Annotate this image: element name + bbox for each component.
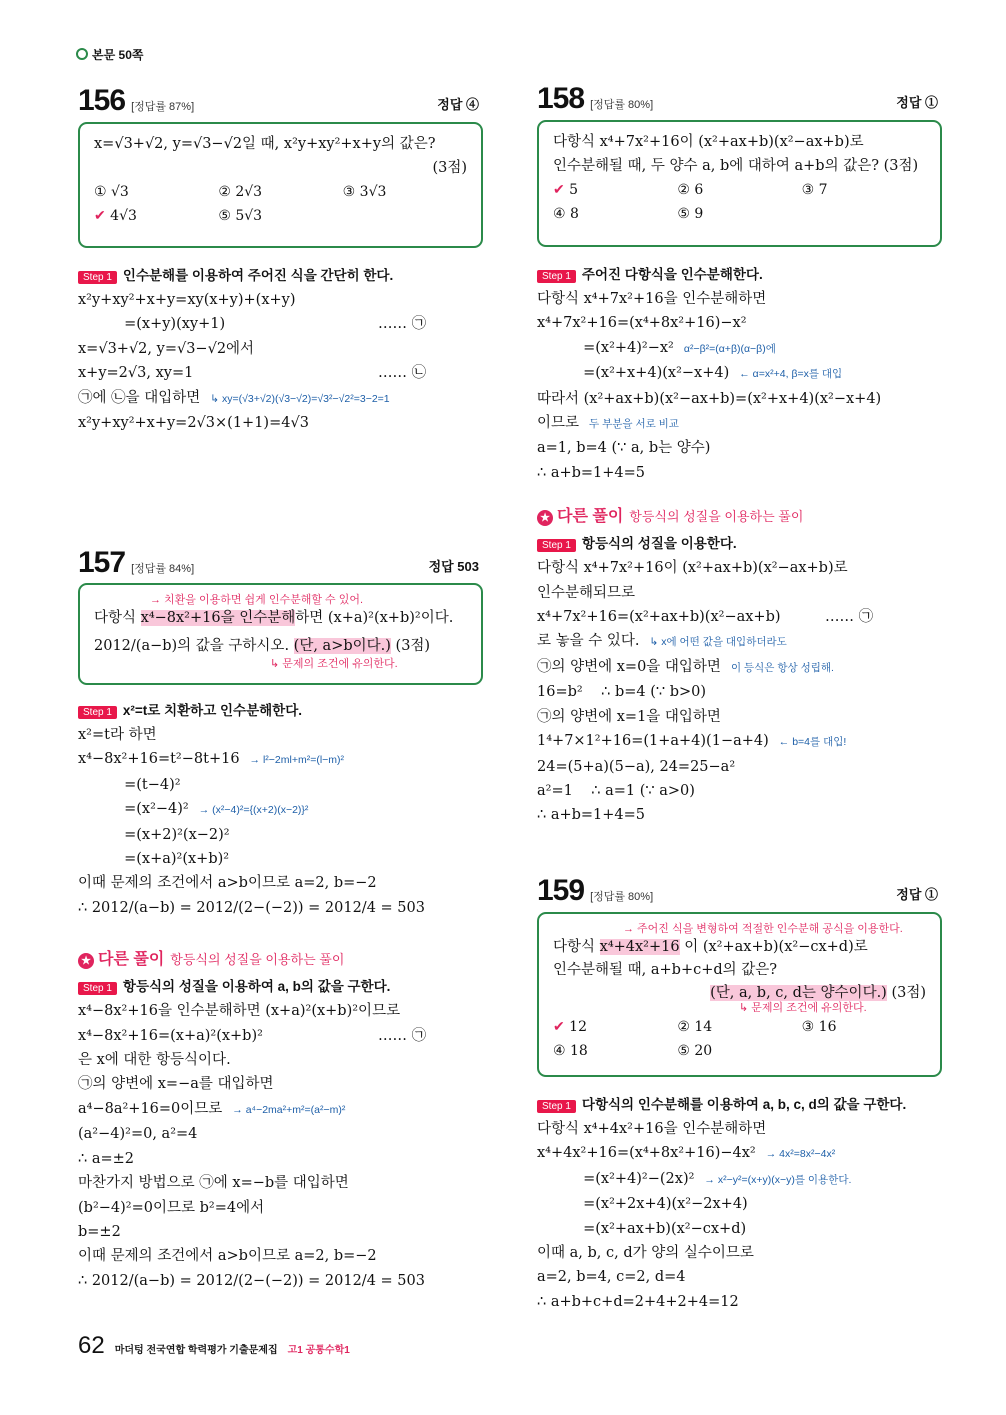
math-text: =(x²−4)²: [78, 801, 189, 818]
points: (3점): [390, 638, 431, 654]
solution-line: [537, 387, 942, 411]
solution-line: [537, 411, 942, 436]
solution-line: [78, 288, 483, 312]
solution-line: [78, 1024, 483, 1048]
math-text: ∴ a+b=1+4=5: [537, 464, 646, 481]
step-badge: Step 1: [78, 982, 117, 995]
step-heading: [78, 975, 483, 995]
math-text: 은 x에 대한 항등식이다.: [78, 1052, 231, 1069]
math-text: x⁴−8x²+16=(x+a)²(x+b)²: [78, 1027, 263, 1044]
solution-line: [78, 1244, 483, 1268]
solution-line: [537, 605, 942, 629]
solution-line: [78, 1269, 483, 1293]
annotation: → 주어진 식을 변형하여 적절한 인수분해 공식을 이용한다.: [623, 923, 903, 935]
solution-line: [537, 1192, 942, 1216]
solution-line: [78, 1147, 483, 1171]
check-mark-icon: ✔: [553, 1019, 565, 1035]
blue-annotation: 이 등식은 항상 성립해.: [730, 661, 834, 674]
solution-line: [78, 773, 483, 797]
blue-annotation: → (x²−4)²={(x+2)(x−2)}²: [198, 804, 309, 817]
blue-annotation: → 4x²=8x²−4x²: [765, 1148, 836, 1161]
choice-option[interactable]: ④ 8: [553, 206, 579, 222]
blue-annotation: α²−β²=(α+β)(α−β)에: [683, 342, 776, 355]
math-text: 24=(5+a)(5−a), 24=25−a²: [537, 758, 736, 775]
q-highlight: x⁴+4x²+16: [599, 939, 680, 955]
q-highlight: (단, a>b이다.): [293, 638, 391, 654]
question-text: x=√3+√2, y=√3−√2일 때, x²y+xy²+x+y의 값은?: [94, 136, 436, 152]
annotation: → 치환을 이용하면 쉽게 인수분해할 수 있어.: [150, 594, 364, 606]
solution-line: [537, 361, 942, 386]
choice-option[interactable]: ④ 18: [553, 1043, 588, 1059]
math-text: ∴ a=±2: [78, 1150, 135, 1167]
alt-title: 다른 풀이: [557, 508, 624, 526]
q-highlight: (단, a, b, c, d는 양수이다.): [710, 985, 887, 1001]
solution-line: [537, 655, 942, 680]
choice-option[interactable]: ⑤ 20: [677, 1043, 713, 1059]
math-text: 다항식 x⁴+7x²+16을 인수분해하면: [537, 291, 767, 307]
step-heading: [78, 699, 483, 719]
math-text: 이때 문제의 조건에서 a>b이므로 a=2, b=−2: [78, 875, 377, 892]
math-text: a=1, b=4 (∵ a, b는 양수): [537, 440, 711, 457]
math-text: b=±2: [78, 1223, 121, 1240]
q-highlight: x⁴−8x²+16을 인수분해: [140, 610, 296, 626]
solution-line: [537, 311, 942, 335]
q-text: 다항식: [94, 610, 141, 626]
step-heading: [78, 264, 483, 284]
points: (3점): [886, 985, 926, 1001]
solution-line: [537, 436, 942, 460]
math-text: =(x+y)(xy+1): [78, 316, 226, 333]
answer-label: 정답 ①: [896, 887, 938, 902]
math-text: x⁴−8x²+16=t²−8t+16: [78, 751, 240, 768]
math-text: ∴ a+b=1+4=5: [537, 807, 646, 824]
math-text: ㉠의 양변에 x=0을 대입하면: [537, 658, 721, 675]
solution-line: [537, 1217, 942, 1241]
alt-solution-title: [78, 946, 483, 969]
solution-line: [78, 1122, 483, 1146]
answer-label: 정답 503: [428, 559, 479, 574]
star-icon: ★: [78, 953, 94, 969]
choice-option[interactable]: ② 6: [677, 182, 704, 198]
math-text: x²y+xy²+x+y=xy(x+y)+(x+y): [78, 292, 296, 308]
reference-label: [76, 46, 143, 63]
math-text: =(x+2)²(x−2)²: [78, 826, 230, 843]
math-text: x⁴−8x²+16을 인수분해하면 (x+a)²(x+b)²이므로: [78, 1003, 401, 1020]
check-mark-icon: ✔: [94, 208, 106, 224]
math-text: 마찬가지 방법으로 ㉠에 x=−b를 대입하면: [78, 1175, 349, 1192]
subject: 고1 공통수학1: [287, 1345, 350, 1356]
solution-line: [78, 1220, 483, 1244]
solution-line: [78, 871, 483, 895]
math-text: x=√3+√2, y=√3−√2에서: [78, 340, 255, 357]
problem-number: 159: [537, 874, 585, 907]
choice-option[interactable]: ① √3: [94, 184, 129, 200]
step-text: 항등식의 성질을 이용한다.: [581, 536, 737, 552]
alt-subtitle: 항등식의 성질을 이용하는 풀이: [629, 509, 804, 525]
step-text: 주어진 다항식을 인수분해한다.: [581, 267, 763, 282]
math-text: a⁴−8a²+16=0이므로: [78, 1100, 223, 1117]
choice-option[interactable]: ⑤ 5√3: [218, 208, 263, 224]
math-text: =(t−4)²: [78, 776, 181, 793]
math-text: x²y+xy²+x+y=2√3×(1+1)=4√3: [78, 415, 309, 432]
solution-line: [537, 1167, 942, 1192]
star-icon: ★: [537, 510, 553, 526]
math-text: (b²−4)²=0이므로 b²=4에서: [78, 1199, 265, 1216]
step-text: 인수분해를 이용하여 주어진 식을 간단히 한다.: [122, 268, 394, 283]
choice-option[interactable]: ✔ 4√3: [94, 208, 137, 224]
solution: [78, 723, 483, 920]
math-text: x+y=2√3, xy=1: [78, 365, 194, 382]
choice-option[interactable]: ③ 3√3: [342, 184, 387, 200]
math-text: =(x²+2x+4)(x²−2x+4): [537, 1196, 748, 1213]
math-text: =(x²+x+4)(x²−x+4): [537, 365, 730, 382]
solution-line: [537, 336, 942, 361]
solution-line: [78, 847, 483, 871]
solution-line: [537, 729, 942, 754]
step-heading: [537, 263, 942, 283]
alt-solution-title: [537, 503, 942, 526]
solution-line: [78, 896, 483, 920]
check-mark-icon: ✔: [553, 182, 565, 198]
question-text: 인수분해될 때, 두 양수 a, b에 대하여 a+b의 값은? (3점): [553, 158, 919, 174]
solution-line: [537, 461, 942, 485]
math-text: ㉠의 양변에 x=−a를 대입하면: [78, 1076, 274, 1093]
blue-annotation: ↳ xy=(√3+√2)(√3−√2)=√3²−√2²=3−2=1: [210, 392, 390, 405]
blue-annotation: ← α=x²+4, β=x를 대입: [739, 368, 843, 381]
solution-line: [537, 1117, 942, 1141]
math-text: ∴ a+b+c+d=2+4+2+4=12: [537, 1293, 739, 1310]
solution-line: [78, 411, 483, 435]
solution-line: [78, 747, 483, 772]
solution-line: [78, 312, 483, 336]
math-text: ㉠의 양변에 x=1을 대입하면: [537, 708, 721, 725]
math-text: x⁴+4x²+16=(x⁴+8x²+16)−4x²: [537, 1145, 756, 1162]
equation-label: …… ㉠: [378, 1027, 427, 1044]
solution-line: [78, 823, 483, 847]
choices: [94, 180, 467, 228]
answer-label: 정답 ①: [896, 95, 938, 110]
problem-number: 157: [78, 546, 126, 579]
question-box: [537, 912, 942, 1077]
math-text: x⁴+7x²+16=(x²+ax+b)(x²−ax+b): [537, 609, 781, 626]
reference-text: 본문 50쪽: [92, 48, 144, 62]
solution-line: [537, 779, 942, 803]
solution-line: [537, 680, 942, 704]
choice-option[interactable]: ③ 7: [801, 182, 828, 198]
math-text: =(x+a)²(x+b)²: [78, 851, 230, 868]
math-text: ∴ 2012/(a−b) = 2012/(2−(−2)) = 2012/4 = 503: [78, 1272, 425, 1289]
math-text: x⁴+7x²+16=(x⁴+8x²+16)−x²: [537, 315, 747, 332]
solution-line: [78, 723, 483, 747]
solution: [537, 1117, 942, 1314]
math-text: 다항식 x⁴+4x²+16을 인수분해하면: [537, 1121, 767, 1137]
alt-solution: [537, 556, 942, 827]
question-box: [537, 120, 942, 247]
alt-subtitle: 항등식의 성질을 이용하는 풀이: [170, 952, 345, 968]
math-text: a²=1 ∴ a=1 (∵ a>0): [537, 782, 695, 799]
math-text: ∴ 2012/(a−b) = 2012/(2−(−2)) = 2012/4 = 503: [78, 899, 425, 916]
problem-156: [78, 84, 483, 435]
solution-line: [537, 803, 942, 827]
correct-rate: [정답률 80%]: [590, 99, 654, 111]
step-badge: Step 1: [537, 270, 576, 283]
blue-annotation: → x²−y²=(x+y)(x−y)를 이용한다.: [704, 1173, 852, 1186]
blue-annotation: → l²−2ml+m²=(l−m)²: [249, 754, 345, 767]
math-text: (a²−4)²=0, a²=4: [78, 1126, 198, 1143]
solution-line: [537, 1265, 942, 1289]
choices: [553, 1015, 926, 1063]
solution-line: [78, 797, 483, 822]
math-text: 다항식 x⁴+7x²+16이 (x²+ax+b)(x²−ax+b)로: [537, 560, 848, 577]
blue-annotation: ↳ x에 어떤 값을 대입하더라도: [649, 636, 787, 649]
solution-line: [537, 1241, 942, 1265]
choice-option[interactable]: ⑤ 9: [677, 206, 704, 222]
blue-annotation: 두 부분을 서로 비교: [589, 418, 679, 431]
problem-number: 156: [78, 84, 126, 117]
correct-rate: [정답률 87%]: [131, 101, 195, 113]
math-text: 이므로: [537, 415, 580, 432]
footer: [78, 1332, 350, 1360]
solution-line: [78, 386, 483, 411]
q-text: 다항식: [553, 939, 600, 955]
choice-option[interactable]: ② 2√3: [218, 184, 263, 200]
q-text: 하면 (x+a)²(x+b)²이다.: [295, 610, 454, 626]
choices: [553, 178, 926, 226]
correct-rate: [정답률 80%]: [590, 891, 654, 903]
math-text: x²=t라 하면: [78, 727, 157, 743]
annotation: ↳ 문제의 조건에 유의한다.: [270, 658, 398, 670]
page-number: 62: [78, 1332, 105, 1359]
solution-line: [78, 1072, 483, 1096]
solution: [78, 288, 483, 435]
solution-line: [537, 755, 942, 779]
math-text: =(x²+ax+b)(x²−cx+d): [537, 1220, 747, 1237]
solution-line: [78, 1048, 483, 1072]
annotation: ↳ 문제의 조건에 유의한다.: [739, 1002, 867, 1014]
q-text: 2012/(a−b)의 값을 구하시오.: [94, 638, 294, 654]
math-text: a=2, b=4, c=2, d=4: [537, 1269, 686, 1286]
q-text: 인수분해될 때, a+b+c+d의 값은?: [553, 962, 778, 978]
solution-line: [537, 629, 942, 654]
choice-option[interactable]: ✔ 5: [553, 182, 579, 198]
solution-line: [537, 1141, 942, 1166]
math-text: 로 놓을 수 있다.: [537, 633, 640, 650]
step-heading: [537, 1093, 942, 1113]
choice-option[interactable]: ③ 16: [801, 1019, 837, 1035]
math-text: 16=b² ∴ b=4 (∵ b>0): [537, 684, 707, 701]
math-text: 이때 a, b, c, d가 양의 실수이므로: [537, 1245, 754, 1262]
math-text: =(x²+4)²−x²: [537, 339, 674, 356]
solution-line: [78, 1097, 483, 1122]
question-box: [78, 122, 483, 248]
solution-line: [537, 287, 942, 311]
points: (3점): [432, 160, 467, 176]
solution-line: [78, 361, 483, 385]
step-text: 항등식의 성질을 이용하여 a, b의 값을 구한다.: [122, 979, 391, 995]
equation-label: …… ㉠: [378, 316, 427, 333]
blue-annotation: ← b=4를 대입!: [778, 736, 847, 749]
step-badge: Step 1: [78, 706, 117, 719]
question-box: [78, 583, 483, 685]
step-badge: Step 1: [78, 271, 117, 284]
step-heading: [537, 532, 942, 552]
math-text: 인수분해되므로: [537, 584, 636, 601]
step-badge: Step 1: [537, 539, 576, 552]
q-text: 이 (x²+ax+b)(x²−cx+d)로: [679, 939, 868, 955]
solution-line: [537, 581, 942, 605]
alt-title: 다른 풀이: [98, 951, 165, 969]
solution-line: [537, 1290, 942, 1314]
solution-line: [78, 999, 483, 1023]
alt-solution: [78, 999, 483, 1293]
circle-icon: [76, 48, 88, 60]
math-text: 1⁴+7×1²+16=(1+a+4)(1−a+4): [537, 733, 769, 750]
solution-line: [78, 1171, 483, 1195]
equation-label: …… ㉡: [378, 365, 427, 382]
blue-annotation: → a⁴−2ma²+m²=(a²−m)²: [232, 1103, 346, 1116]
book-title: 마더텅 전국연합 학력평가 기출문제집: [114, 1345, 278, 1356]
solution-line: [78, 337, 483, 361]
math-text: 따라서 (x²+ax+b)(x²−ax+b)=(x²+x+4)(x²−x+4): [537, 390, 882, 407]
solution: [537, 287, 942, 485]
problem-number: 158: [537, 82, 585, 115]
equation-label: …… ㉠: [825, 609, 874, 626]
problem-157: [78, 546, 483, 1293]
problem-158: [537, 82, 942, 828]
step-badge: Step 1: [537, 1100, 576, 1113]
math-text: 이때 문제의 조건에서 a>b이므로 a=2, b=−2: [78, 1248, 377, 1265]
step-text: 다항식의 인수분해를 이용하여 a, b, c, d의 값을 구한다.: [581, 1097, 907, 1112]
problem-159: [537, 874, 942, 1314]
question-text: 다항식 x⁴+7x²+16이 (x²+ax+b)(x²−ax+b)로: [553, 134, 864, 150]
choice-option[interactable]: ② 14: [677, 1019, 713, 1035]
solution-line: [537, 705, 942, 729]
answer-label: 정답 ④: [437, 97, 479, 112]
solution-line: [78, 1196, 483, 1220]
step-text: x²=t로 치환하고 인수분해한다.: [122, 703, 303, 718]
solution-line: [537, 556, 942, 580]
choice-option[interactable]: ✔ 12: [553, 1019, 587, 1035]
math-text: ㉠에 ㉡을 대입하면: [78, 389, 201, 406]
math-text: =(x²+4)²−(2x)²: [537, 1170, 695, 1187]
correct-rate: [정답률 84%]: [131, 563, 195, 575]
